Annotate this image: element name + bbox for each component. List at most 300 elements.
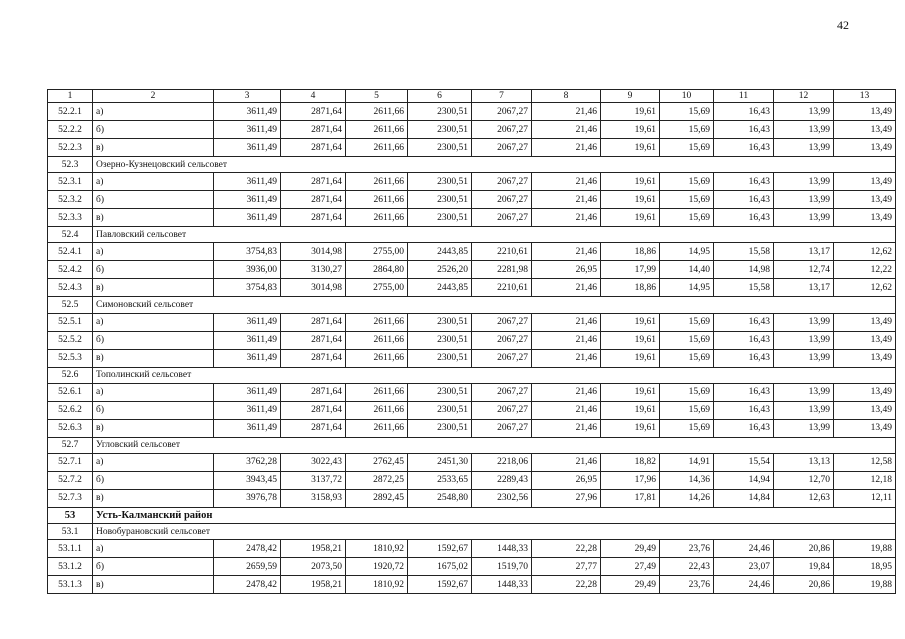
row-value: 13,49 bbox=[834, 121, 896, 139]
row-code: 53.1.1 bbox=[48, 540, 93, 558]
section-code: 52.7 bbox=[48, 437, 93, 453]
row-value: 2892,45 bbox=[346, 489, 408, 507]
table-row bbox=[48, 489, 896, 507]
row-code: 52.4.2 bbox=[48, 261, 93, 279]
row-value: 21,46 bbox=[532, 173, 601, 191]
row-value: 2611,66 bbox=[346, 331, 408, 349]
row-value: 3762,28 bbox=[214, 453, 281, 471]
row-value: 16,43 bbox=[714, 121, 774, 139]
row-variant: в) bbox=[93, 209, 214, 227]
row-value: 29,49 bbox=[601, 540, 660, 558]
row-value: 12,63 bbox=[774, 489, 834, 507]
table-body bbox=[48, 90, 896, 594]
row-value: 29,49 bbox=[601, 576, 660, 594]
row-value: 16,43 bbox=[714, 349, 774, 367]
row-code: 52.7.1 bbox=[48, 453, 93, 471]
row-variant: б) bbox=[93, 331, 214, 349]
row-value: 13,49 bbox=[834, 139, 896, 157]
table-row bbox=[48, 401, 896, 419]
row-value: 15,69 bbox=[660, 191, 714, 209]
row-value: 15,69 bbox=[660, 139, 714, 157]
row-value: 2210,61 bbox=[472, 279, 532, 297]
page-number: 42 bbox=[837, 18, 849, 32]
row-value: 1448,33 bbox=[472, 540, 532, 558]
row-value: 2067,27 bbox=[472, 173, 532, 191]
row-value: 3976,78 bbox=[214, 489, 281, 507]
row-value: 2611,66 bbox=[346, 139, 408, 157]
column-header: 6 bbox=[408, 90, 472, 103]
row-value: 27,96 bbox=[532, 489, 601, 507]
row-value: 23,76 bbox=[660, 576, 714, 594]
row-value: 2281,98 bbox=[472, 261, 532, 279]
row-value: 12,18 bbox=[834, 471, 896, 489]
column-header: 11 bbox=[714, 90, 774, 103]
row-value: 3611,49 bbox=[214, 419, 281, 437]
row-value: 13,17 bbox=[774, 243, 834, 261]
row-value: 19,61 bbox=[601, 313, 660, 331]
row-value: 3754,83 bbox=[214, 279, 281, 297]
row-value: 2067,27 bbox=[472, 313, 532, 331]
row-value: 19,61 bbox=[601, 121, 660, 139]
row-value: 2871,64 bbox=[281, 121, 346, 139]
row-value: 22,28 bbox=[532, 540, 601, 558]
row-value: 16,43 bbox=[714, 209, 774, 227]
row-value: 14,95 bbox=[660, 279, 714, 297]
row-value: 13,49 bbox=[834, 349, 896, 367]
row-value: 2755,00 bbox=[346, 279, 408, 297]
row-value: 2871,64 bbox=[281, 401, 346, 419]
row-variant: б) bbox=[93, 121, 214, 139]
row-value: 23,76 bbox=[660, 540, 714, 558]
row-value: 21,46 bbox=[532, 139, 601, 157]
column-header: 7 bbox=[472, 90, 532, 103]
row-value: 21,46 bbox=[532, 313, 601, 331]
row-variant: а) bbox=[93, 313, 214, 331]
row-value: 2864,80 bbox=[346, 261, 408, 279]
section-code: 52.3 bbox=[48, 157, 93, 173]
row-value: 2611,66 bbox=[346, 121, 408, 139]
row-value: 2611,66 bbox=[346, 209, 408, 227]
row-value: 2611,66 bbox=[346, 401, 408, 419]
row-value: 2611,66 bbox=[346, 313, 408, 331]
row-value: 1519,70 bbox=[472, 558, 532, 576]
table-row bbox=[48, 540, 896, 558]
row-code: 52.3.1 bbox=[48, 173, 93, 191]
row-value: 14,94 bbox=[714, 471, 774, 489]
row-value: 13,99 bbox=[774, 191, 834, 209]
row-value: 2300,51 bbox=[408, 419, 472, 437]
row-value: 1920,72 bbox=[346, 558, 408, 576]
row-value: 2478,42 bbox=[214, 540, 281, 558]
row-value: 2871,64 bbox=[281, 349, 346, 367]
row-variant: б) bbox=[93, 401, 214, 419]
row-variant: б) bbox=[93, 261, 214, 279]
row-value: 13,99 bbox=[774, 173, 834, 191]
row-value: 2300,51 bbox=[408, 383, 472, 401]
row-value: 1592,67 bbox=[408, 540, 472, 558]
row-code: 52.7.3 bbox=[48, 489, 93, 507]
row-code: 52.3.2 bbox=[48, 191, 93, 209]
row-value: 27,77 bbox=[532, 558, 601, 576]
row-value: 18,86 bbox=[601, 279, 660, 297]
row-value: 13,99 bbox=[774, 139, 834, 157]
row-value: 2611,66 bbox=[346, 191, 408, 209]
tariff-table bbox=[47, 89, 896, 594]
row-value: 17,99 bbox=[601, 261, 660, 279]
row-value: 2871,64 bbox=[281, 419, 346, 437]
row-code: 52.2.2 bbox=[48, 121, 93, 139]
row-value: 13,99 bbox=[774, 383, 834, 401]
row-value: 14,40 bbox=[660, 261, 714, 279]
table-row bbox=[48, 243, 896, 261]
table-row bbox=[48, 173, 896, 191]
row-variant: а) bbox=[93, 540, 214, 558]
row-value: 19,84 bbox=[774, 558, 834, 576]
row-code: 52.6.2 bbox=[48, 401, 93, 419]
row-variant: а) bbox=[93, 173, 214, 191]
row-value: 24,46 bbox=[714, 576, 774, 594]
row-value: 2067,27 bbox=[472, 103, 532, 121]
row-value: 13,99 bbox=[774, 313, 834, 331]
section-row bbox=[48, 437, 896, 453]
table-row bbox=[48, 419, 896, 437]
row-value: 2755,00 bbox=[346, 243, 408, 261]
table-row bbox=[48, 576, 896, 594]
row-value: 2300,51 bbox=[408, 173, 472, 191]
row-value: 16,43 bbox=[714, 103, 774, 121]
table-row bbox=[48, 313, 896, 331]
row-value: 2067,27 bbox=[472, 349, 532, 367]
row-value: 2526,20 bbox=[408, 261, 472, 279]
row-value: 2871,64 bbox=[281, 383, 346, 401]
row-value: 13,17 bbox=[774, 279, 834, 297]
row-value: 16,43 bbox=[714, 419, 774, 437]
row-value: 1958,21 bbox=[281, 576, 346, 594]
row-value: 3611,49 bbox=[214, 401, 281, 419]
row-value: 12,22 bbox=[834, 261, 896, 279]
row-value: 2611,66 bbox=[346, 419, 408, 437]
row-value: 13,49 bbox=[834, 383, 896, 401]
row-value: 3014,98 bbox=[281, 279, 346, 297]
row-value: 16,43 bbox=[714, 191, 774, 209]
section-name: Тополинский сельсовет bbox=[93, 367, 896, 383]
row-code: 52.4.3 bbox=[48, 279, 93, 297]
section-name: Новобурановский сельсовет bbox=[93, 524, 896, 540]
table-row bbox=[48, 453, 896, 471]
row-value: 21,46 bbox=[532, 453, 601, 471]
row-code: 52.5.1 bbox=[48, 313, 93, 331]
row-value: 21,46 bbox=[532, 419, 601, 437]
row-value: 2871,64 bbox=[281, 103, 346, 121]
section-name: Павловский сельсовет bbox=[93, 227, 896, 243]
table-row bbox=[48, 191, 896, 209]
row-value: 12,58 bbox=[834, 453, 896, 471]
row-code: 52.3.3 bbox=[48, 209, 93, 227]
row-value: 17,96 bbox=[601, 471, 660, 489]
row-value: 2067,27 bbox=[472, 401, 532, 419]
column-header: 3 bbox=[214, 90, 281, 103]
column-header: 2 bbox=[93, 90, 214, 103]
row-value: 16,43 bbox=[714, 383, 774, 401]
row-value: 13,49 bbox=[834, 331, 896, 349]
row-value: 15,69 bbox=[660, 103, 714, 121]
section-code: 52.6 bbox=[48, 367, 93, 383]
row-value: 19,88 bbox=[834, 540, 896, 558]
row-value: 26,95 bbox=[532, 471, 601, 489]
row-value: 15,69 bbox=[660, 349, 714, 367]
row-value: 12,70 bbox=[774, 471, 834, 489]
section-row bbox=[48, 367, 896, 383]
row-value: 13,49 bbox=[834, 173, 896, 191]
row-value: 13,49 bbox=[834, 419, 896, 437]
row-variant: б) bbox=[93, 191, 214, 209]
row-value: 13,99 bbox=[774, 121, 834, 139]
section-code: 52.5 bbox=[48, 297, 93, 313]
row-value: 3137,72 bbox=[281, 471, 346, 489]
row-value: 2300,51 bbox=[408, 401, 472, 419]
row-value: 16,43 bbox=[714, 313, 774, 331]
row-value: 23,07 bbox=[714, 558, 774, 576]
row-value: 2300,51 bbox=[408, 121, 472, 139]
row-code: 52.5.2 bbox=[48, 331, 93, 349]
table-row bbox=[48, 471, 896, 489]
row-value: 26,95 bbox=[532, 261, 601, 279]
row-value: 2611,66 bbox=[346, 383, 408, 401]
row-value: 2067,27 bbox=[472, 121, 532, 139]
row-value: 14,36 bbox=[660, 471, 714, 489]
row-value: 1958,21 bbox=[281, 540, 346, 558]
row-value: 19,61 bbox=[601, 139, 660, 157]
row-value: 3022,43 bbox=[281, 453, 346, 471]
section-code: 52.4 bbox=[48, 227, 93, 243]
section-row bbox=[48, 297, 896, 313]
section-name: Угловский сельсовет bbox=[93, 437, 896, 453]
row-value: 13,99 bbox=[774, 401, 834, 419]
row-value: 3611,49 bbox=[214, 191, 281, 209]
row-value: 19,88 bbox=[834, 576, 896, 594]
row-value: 3611,49 bbox=[214, 173, 281, 191]
section-code: 53 bbox=[48, 507, 93, 523]
row-value: 3158,93 bbox=[281, 489, 346, 507]
table-row bbox=[48, 558, 896, 576]
column-header: 4 bbox=[281, 90, 346, 103]
row-value: 2073,50 bbox=[281, 558, 346, 576]
column-header: 5 bbox=[346, 90, 408, 103]
row-value: 1592,67 bbox=[408, 576, 472, 594]
row-value: 15,69 bbox=[660, 331, 714, 349]
row-variant: в) bbox=[93, 489, 214, 507]
row-value: 2210,61 bbox=[472, 243, 532, 261]
row-code: 52.2.3 bbox=[48, 139, 93, 157]
row-value: 16,43 bbox=[714, 173, 774, 191]
row-value: 21,46 bbox=[532, 121, 601, 139]
row-value: 19,61 bbox=[601, 419, 660, 437]
row-value: 19,61 bbox=[601, 191, 660, 209]
row-value: 2067,27 bbox=[472, 331, 532, 349]
row-value: 3130,27 bbox=[281, 261, 346, 279]
row-value: 14,95 bbox=[660, 243, 714, 261]
column-header: 1 bbox=[48, 90, 93, 103]
row-variant: б) bbox=[93, 471, 214, 489]
row-code: 52.5.3 bbox=[48, 349, 93, 367]
table-row bbox=[48, 331, 896, 349]
row-variant: в) bbox=[93, 349, 214, 367]
row-value: 12,62 bbox=[834, 243, 896, 261]
row-value: 2067,27 bbox=[472, 383, 532, 401]
row-value: 15,69 bbox=[660, 419, 714, 437]
row-value: 13,49 bbox=[834, 209, 896, 227]
row-variant: в) bbox=[93, 139, 214, 157]
row-value: 1675,02 bbox=[408, 558, 472, 576]
table-row bbox=[48, 121, 896, 139]
row-value: 2451,30 bbox=[408, 453, 472, 471]
row-value: 2067,27 bbox=[472, 209, 532, 227]
row-value: 2871,64 bbox=[281, 139, 346, 157]
row-value: 2300,51 bbox=[408, 103, 472, 121]
row-value: 16,43 bbox=[714, 139, 774, 157]
row-value: 2548,80 bbox=[408, 489, 472, 507]
row-value: 21,46 bbox=[532, 383, 601, 401]
row-value: 3014,98 bbox=[281, 243, 346, 261]
row-value: 13,49 bbox=[834, 103, 896, 121]
row-value: 16,43 bbox=[714, 331, 774, 349]
row-value: 19,61 bbox=[601, 209, 660, 227]
row-value: 2611,66 bbox=[346, 103, 408, 121]
section-code: 53.1 bbox=[48, 524, 93, 540]
row-variant: а) bbox=[93, 103, 214, 121]
row-value: 21,46 bbox=[532, 331, 601, 349]
row-value: 13,49 bbox=[834, 191, 896, 209]
row-value: 13,99 bbox=[774, 331, 834, 349]
row-value: 2871,64 bbox=[281, 313, 346, 331]
row-value: 15,69 bbox=[660, 383, 714, 401]
column-header: 13 bbox=[834, 90, 896, 103]
row-variant: б) bbox=[93, 558, 214, 576]
row-value: 22,28 bbox=[532, 576, 601, 594]
row-value: 2067,27 bbox=[472, 191, 532, 209]
row-value: 13,99 bbox=[774, 419, 834, 437]
row-value: 19,61 bbox=[601, 331, 660, 349]
row-value: 3611,49 bbox=[214, 383, 281, 401]
row-value: 15,69 bbox=[660, 209, 714, 227]
table-row bbox=[48, 261, 896, 279]
row-value: 2659,59 bbox=[214, 558, 281, 576]
row-value: 2611,66 bbox=[346, 349, 408, 367]
row-value: 13,99 bbox=[774, 209, 834, 227]
row-value: 12,62 bbox=[834, 279, 896, 297]
row-value: 15,54 bbox=[714, 453, 774, 471]
row-value: 1448,33 bbox=[472, 576, 532, 594]
row-value: 15,58 bbox=[714, 243, 774, 261]
row-value: 24,46 bbox=[714, 540, 774, 558]
row-value: 21,46 bbox=[532, 349, 601, 367]
row-value: 16,43 bbox=[714, 401, 774, 419]
section-row bbox=[48, 524, 896, 540]
row-value: 2067,27 bbox=[472, 419, 532, 437]
row-code: 52.4.1 bbox=[48, 243, 93, 261]
row-value: 14,84 bbox=[714, 489, 774, 507]
table-row bbox=[48, 383, 896, 401]
row-value: 3611,49 bbox=[214, 121, 281, 139]
row-value: 2871,64 bbox=[281, 191, 346, 209]
row-value: 18,95 bbox=[834, 558, 896, 576]
row-value: 2067,27 bbox=[472, 139, 532, 157]
row-value: 13,99 bbox=[774, 103, 834, 121]
row-value: 15,69 bbox=[660, 173, 714, 191]
section-row bbox=[48, 227, 896, 243]
row-value: 15,58 bbox=[714, 279, 774, 297]
row-value: 15,69 bbox=[660, 401, 714, 419]
row-value: 21,46 bbox=[532, 103, 601, 121]
row-value: 19,61 bbox=[601, 103, 660, 121]
column-header: 12 bbox=[774, 90, 834, 103]
table-row bbox=[48, 209, 896, 227]
row-value: 19,61 bbox=[601, 383, 660, 401]
row-value: 2872,25 bbox=[346, 471, 408, 489]
row-value: 3754,83 bbox=[214, 243, 281, 261]
row-value: 2300,51 bbox=[408, 331, 472, 349]
table-row bbox=[48, 139, 896, 157]
row-value: 2289,43 bbox=[472, 471, 532, 489]
row-value: 22,43 bbox=[660, 558, 714, 576]
row-value: 13,99 bbox=[774, 349, 834, 367]
row-value: 2302,56 bbox=[472, 489, 532, 507]
row-value: 2300,51 bbox=[408, 139, 472, 157]
row-value: 2871,64 bbox=[281, 331, 346, 349]
row-code: 52.6.3 bbox=[48, 419, 93, 437]
row-value: 2478,42 bbox=[214, 576, 281, 594]
row-value: 3611,49 bbox=[214, 139, 281, 157]
column-header: 10 bbox=[660, 90, 714, 103]
row-value: 14,91 bbox=[660, 453, 714, 471]
row-variant: а) bbox=[93, 453, 214, 471]
row-value: 17,81 bbox=[601, 489, 660, 507]
row-value: 3936,00 bbox=[214, 261, 281, 279]
row-value: 12,74 bbox=[774, 261, 834, 279]
row-value: 2300,51 bbox=[408, 191, 472, 209]
row-value: 2871,64 bbox=[281, 209, 346, 227]
row-value: 18,82 bbox=[601, 453, 660, 471]
row-value: 19,61 bbox=[601, 173, 660, 191]
row-variant: в) bbox=[93, 576, 214, 594]
row-value: 2300,51 bbox=[408, 349, 472, 367]
row-code: 52.7.2 bbox=[48, 471, 93, 489]
section-name: Симоновский сельсовет bbox=[93, 297, 896, 313]
row-value: 2443,85 bbox=[408, 279, 472, 297]
row-value: 12,11 bbox=[834, 489, 896, 507]
row-value: 3611,49 bbox=[214, 331, 281, 349]
row-code: 52.2.1 bbox=[48, 103, 93, 121]
row-value: 13,49 bbox=[834, 313, 896, 331]
district-name: Усть-Калманский район bbox=[93, 507, 896, 523]
row-value: 2300,51 bbox=[408, 313, 472, 331]
row-value: 2871,64 bbox=[281, 173, 346, 191]
row-code: 52.6.1 bbox=[48, 383, 93, 401]
row-variant: а) bbox=[93, 383, 214, 401]
table-row bbox=[48, 103, 896, 121]
row-value: 21,46 bbox=[532, 243, 601, 261]
table-row bbox=[48, 349, 896, 367]
row-value: 3611,49 bbox=[214, 209, 281, 227]
column-header: 8 bbox=[532, 90, 601, 103]
row-value: 2533,65 bbox=[408, 471, 472, 489]
row-value: 13,49 bbox=[834, 401, 896, 419]
row-value: 14,98 bbox=[714, 261, 774, 279]
table-row bbox=[48, 279, 896, 297]
row-value: 21,46 bbox=[532, 401, 601, 419]
row-code: 53.1.2 bbox=[48, 558, 93, 576]
row-value: 2300,51 bbox=[408, 209, 472, 227]
